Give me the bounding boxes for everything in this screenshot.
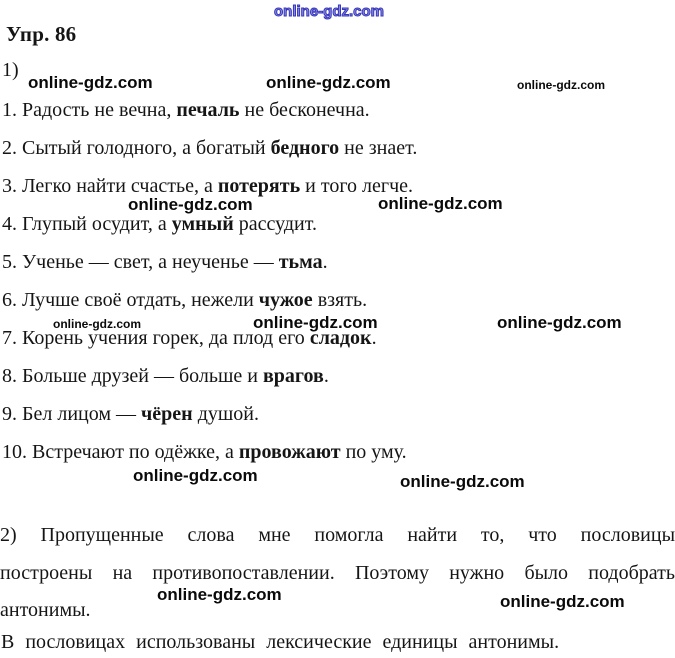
proverb-text: взять. (312, 289, 368, 311)
proverb-text: 7. Корень учения горек, да плод его (2, 327, 310, 349)
watermark-online-gdz: online-gdz.com (378, 194, 503, 213)
proverb-text: и того легче. (300, 175, 414, 197)
watermark-online-gdz: online-gdz.com (266, 73, 391, 92)
proverb-text: 1. Радость не вечна, (2, 99, 177, 121)
proverb-bold-word: провожают (238, 441, 341, 463)
proverb-line (2, 366, 417, 387)
proverb-text: 8. Больше друзей — больше и (2, 365, 263, 387)
proverb-text: . (371, 327, 377, 349)
proverb-line (2, 442, 417, 463)
proverb-text: 4. Глупый осудит, а (2, 213, 172, 235)
proverb-line (2, 138, 417, 159)
proverb-text: . (322, 251, 328, 273)
watermark-online-gdz-blue: online-gdz.com (274, 3, 384, 20)
proverb-bold-word: чужое (258, 289, 313, 311)
watermark-online-gdz: online-gdz.com (500, 592, 625, 611)
watermark-online-gdz: online-gdz.com (157, 585, 282, 604)
proverb-text: 3. Легко найти счастье, а (2, 175, 218, 197)
watermark-online-gdz: online-gdz.com (133, 466, 258, 485)
proverb-bold-word: потерять (217, 175, 301, 197)
proverb-text: 10. Встречают по одёжке, а (2, 441, 239, 463)
proverb-text: не бесконечна. (239, 99, 370, 121)
proverb-line (2, 252, 417, 273)
proverb-bold-word: тьма (278, 251, 323, 273)
proverb-list (2, 100, 417, 480)
proverb-line (2, 404, 417, 425)
proverb-line (2, 328, 417, 349)
watermark-online-gdz: online-gdz.com (497, 313, 622, 332)
proverb-text: душой. (192, 403, 259, 425)
proverb-line (2, 290, 417, 311)
proverb-bold-word: врагов (263, 365, 324, 387)
watermark-online-gdz: online-gdz.com (253, 313, 378, 332)
proverb-text: не знает. (339, 137, 418, 159)
proverb-line (2, 214, 417, 235)
proverb-text: рассудит. (233, 213, 317, 235)
part1-label: 1) (2, 59, 19, 81)
proverb-bold-word: умный (171, 213, 234, 235)
proverb-text: . (323, 365, 329, 387)
watermark-online-gdz: online-gdz.com (28, 73, 153, 92)
watermark-online-gdz: online-gdz.com (53, 317, 141, 331)
answer-line: 2) Пропущенные слова мне помогла найти то, что пословицы (0, 524, 675, 546)
conclusion-line: В пословицах использованы лексические единицы антонимы. (1, 631, 560, 653)
answer-line: антонимы. (0, 599, 91, 621)
proverb-bold-word: печаль (176, 99, 240, 121)
exercise-number-heading: Упр. 86 (6, 22, 77, 46)
proverb-bold-word: бедного (270, 137, 340, 159)
watermark-online-gdz: online-gdz.com (400, 472, 525, 491)
proverb-line (2, 100, 417, 121)
proverb-text: по уму. (340, 441, 407, 463)
answer-line: построены на противопоставлении. Поэтому нужно было подобрать (0, 561, 675, 584)
proverb-text: 9. Бел лицом — (2, 403, 142, 425)
proverb-text: 5. Ученье — свет, а неученье — (2, 251, 279, 273)
proverb-text: 6. Лучше своё отдать, нежели (2, 289, 259, 311)
part2-answer (0, 517, 675, 630)
watermark-online-gdz: online-gdz.com (128, 195, 253, 214)
proverb-bold-word: чёрен (141, 403, 193, 425)
watermark-online-gdz: online-gdz.com (517, 78, 605, 92)
proverb-bold-word: сладок (309, 327, 372, 349)
proverb-text: 2. Сытый голодного, а богатый (2, 137, 271, 159)
proverb-line (2, 176, 417, 197)
